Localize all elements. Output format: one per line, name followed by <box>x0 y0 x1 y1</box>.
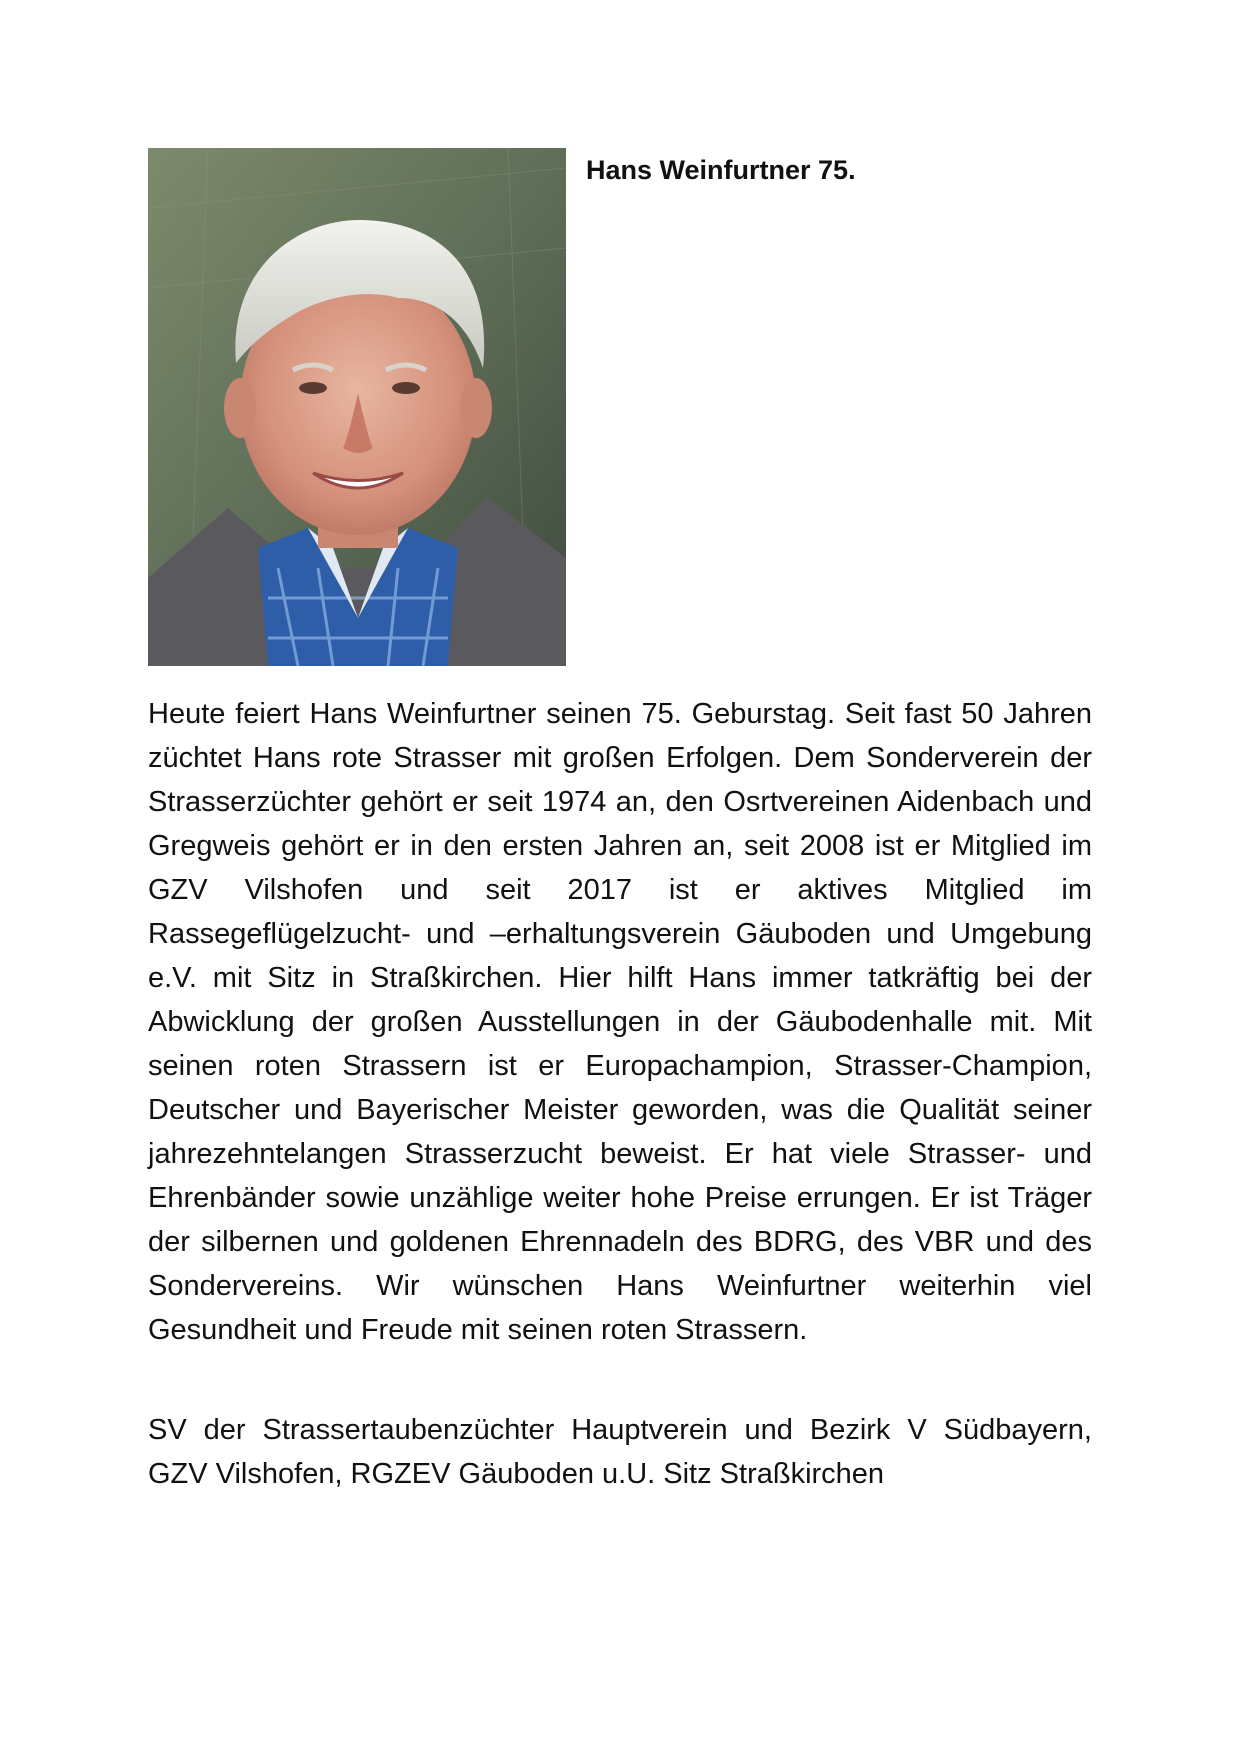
portrait-illustration <box>148 148 566 666</box>
article-title: Hans Weinfurtner 75. <box>586 155 856 185</box>
portrait-photo <box>148 148 566 666</box>
article-body: Heute feiert Hans Weinfurtner seinen 75. Geburstag. Seit fast 50 Jahren züchtet Hans rote Strasser mit großen Erfolgen. Dem Sonderverein der Strasserzüchter gehört er seit 1974 an, den Osrtvereinen Aidenbach und Gregweis gehört er in den ersten Jahren an, seit 2008 ist er Mitglied im GZV Vilshofen und seit 2017 ist er aktives Mitglied im Rassegeflügelzucht- und –erhaltungsverein Gäuboden und Umgebung e.V. mit Sitz in Straßkirchen. Hier hilft Hans immer tatkräftig bei der Abwicklung der großen Ausstellungen in der Gäubodenhalle mit. Mit seinen roten Strassern ist er Europachampion, Strasser-Champion, Deutscher und Bayerischer Meister geworden, was die Qualität seiner jahrezehntelangen Strasserzucht beweist. Er hat viele Strasser- und Ehrenbänder sowie unzählige weiter hohe Preise errungen. Er ist Träger der silbernen und goldenen Ehrennadeln des BDRG, des VBR und des Sondervereins. Wir wünschen Hans Weinfurtner weiterhin viel Gesundheit und Freude mit seinen roten Strassern. <box>148 698 1092 1346</box>
article-signature: SV der Strassertaubenzüchter Hauptverein und Bezirk V Südbayern, GZV Vilshofen, RGZEV Gäuboden u.U. Sitz Straßkirchen <box>148 1414 1092 1490</box>
